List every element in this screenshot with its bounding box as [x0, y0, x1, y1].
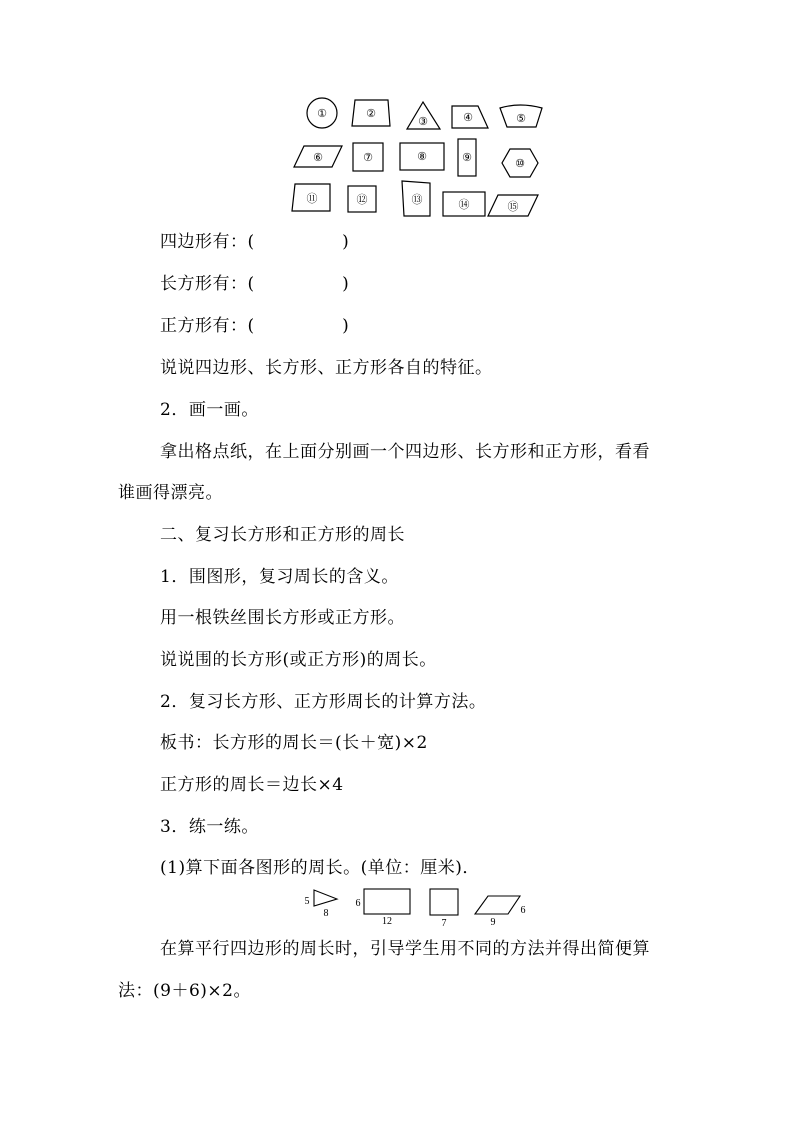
draw-task-line-2: 谁画得漂亮。 — [118, 483, 223, 503]
item-1-line-a: 用一根铁丝围长方形或正方形。 — [160, 608, 405, 628]
shape-label: ⑧ — [417, 151, 427, 163]
shape-label: ② — [366, 108, 376, 120]
perimeter-figure — [300, 884, 530, 928]
shape-label: ⑮ — [507, 201, 519, 213]
item-2-title: 2．复习长方形、正方形周长的计算方法。 — [160, 692, 487, 712]
draw-task-line-1: 拿出格点纸，在上面分别画一个四边形、长方形和正方形，看看 — [160, 442, 650, 462]
shape-label: ⑪ — [306, 193, 318, 205]
shape-label: ⑥ — [313, 152, 323, 164]
shape-label: ⑩ — [515, 158, 525, 170]
shapes-figure — [280, 92, 560, 222]
triangle-side-label: 5 — [304, 896, 310, 907]
shape-label: ⑭ — [458, 199, 470, 211]
figure-square — [430, 889, 458, 915]
shape-label: ⑫ — [356, 194, 368, 206]
board-square-formula: 正方形的周长＝边长×4 — [160, 775, 344, 795]
item-3-title: 3．练一练。 — [160, 817, 259, 837]
triangle-base-label: 8 — [323, 908, 329, 919]
shape-label: ④ — [463, 112, 473, 124]
shape-label: ③ — [418, 116, 428, 128]
rect-has-line: 长方形有：( ) — [160, 274, 350, 294]
board-rect-formula: 板书：长方形的周长＝(长＋宽)×2 — [160, 733, 428, 753]
shape-label: ⑬ — [411, 194, 423, 206]
item-1-title: 1．围图形，复习周长的含义。 — [160, 567, 399, 587]
square-has-line: 正方形有：( ) — [160, 316, 350, 336]
figure-triangle — [314, 890, 337, 906]
shape-label: ⑨ — [462, 152, 472, 164]
item-3-1-line: (1)算下面各图形的周长。(单位：厘米)． — [160, 858, 480, 878]
discuss-features-line: 说说四边形、长方形、正方形各自的特征。 — [160, 358, 493, 378]
shape-label: ① — [317, 108, 327, 120]
quad-has-line: 四边形有：( ) — [160, 232, 350, 252]
figure-rectangle — [364, 889, 410, 914]
para-side-label: 6 — [520, 905, 526, 916]
rect-height-label: 6 — [355, 898, 361, 909]
guide-line-2: 法：(9＋6)×2。 — [118, 981, 251, 1001]
draw-title: 2．画一画。 — [160, 400, 259, 420]
figure-parallelogram — [475, 896, 520, 914]
shape-label: ⑤ — [516, 113, 526, 125]
guide-line-1: 在算平行四边形的周长时，引导学生用不同的方法并得出简便算 — [160, 939, 650, 959]
shape-label: ⑦ — [363, 152, 373, 164]
item-1-line-b: 说说围的长方形(或正方形)的周长。 — [160, 650, 437, 670]
rect-width-label: 12 — [382, 916, 392, 927]
section-two-heading: 二、复习长方形和正方形的周长 — [160, 525, 405, 545]
square-side-label: 7 — [441, 918, 447, 929]
para-base-label: 9 — [490, 917, 496, 928]
